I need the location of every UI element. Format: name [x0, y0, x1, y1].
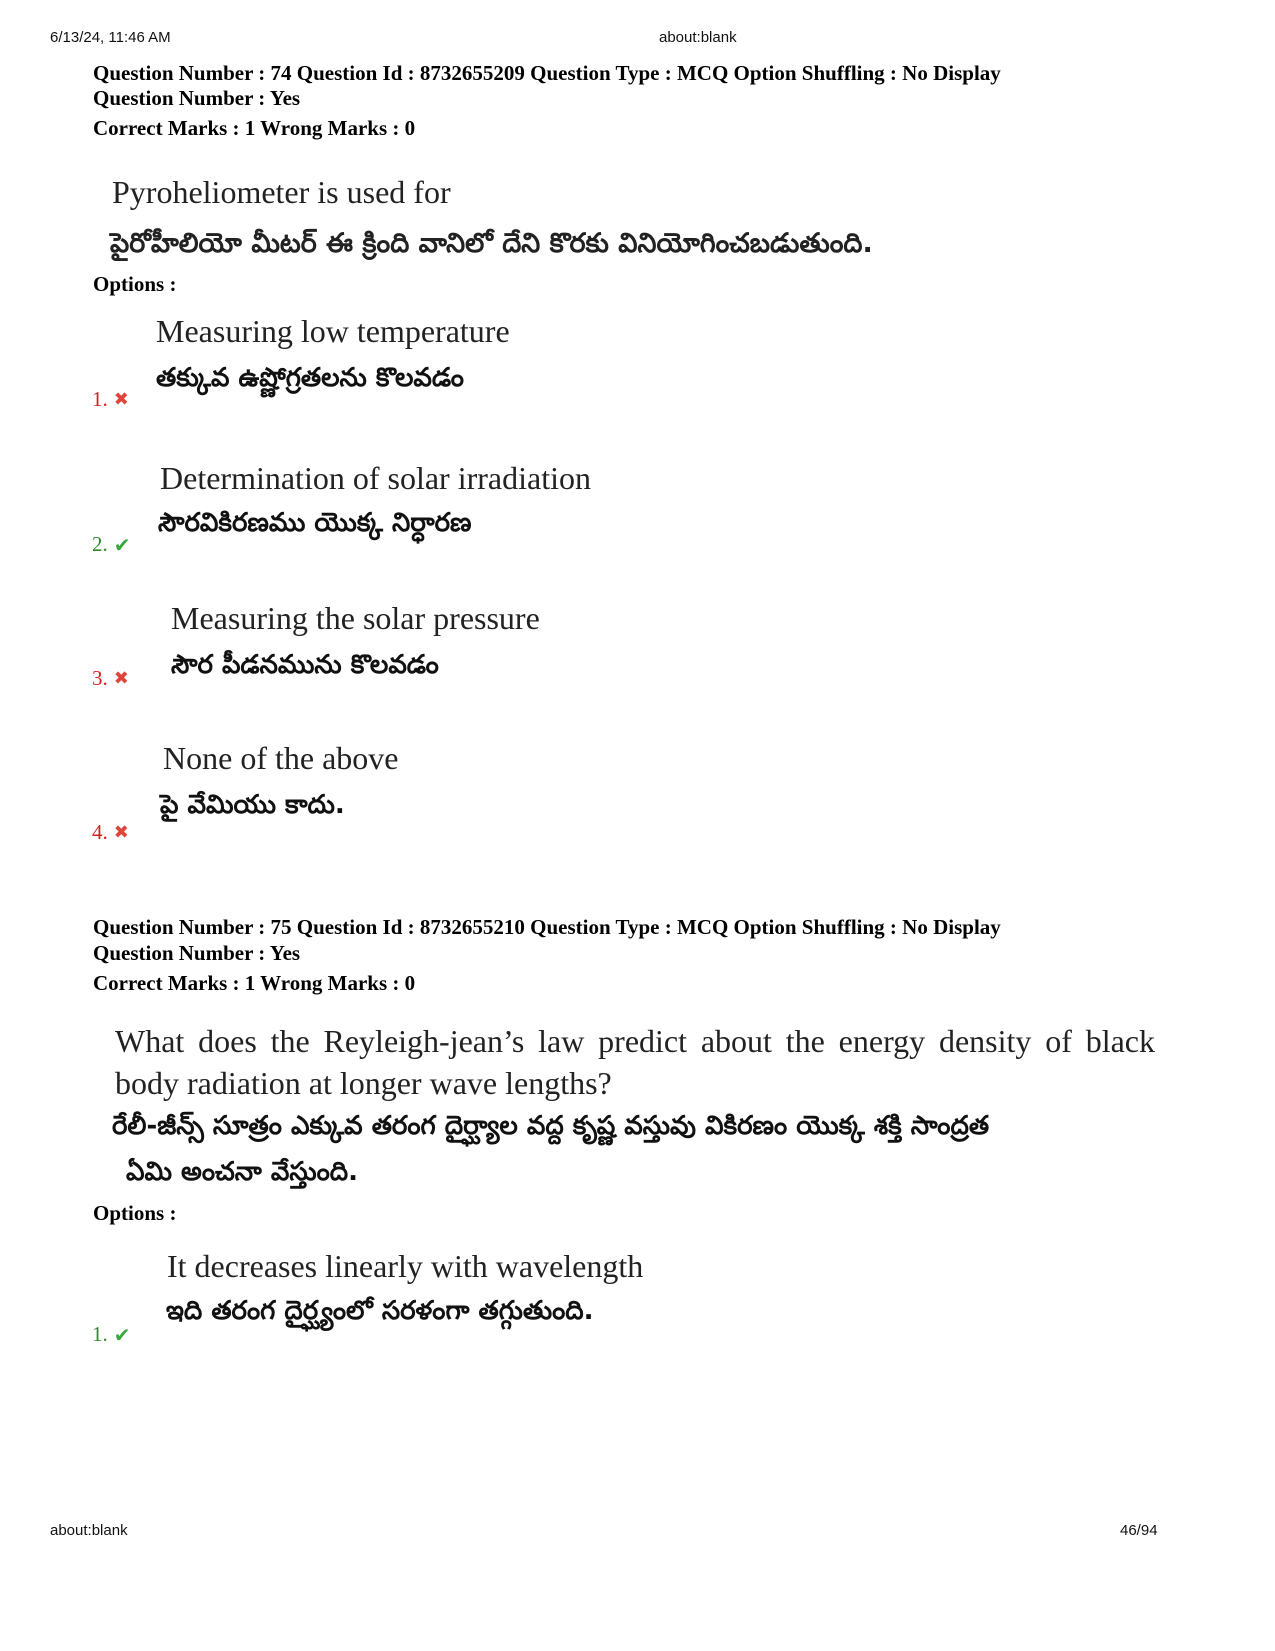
q75-question-en: What does the Reyleigh-jean’s law predict about the energy density of black body radiation at longer wave lengths?	[115, 1023, 1155, 1101]
q74-option-1-number	[92, 387, 129, 412]
q74-question-en: Pyroheliometer is used for	[112, 174, 451, 210]
q74-meta-line2: Question Number : Yes	[93, 86, 301, 110]
q75-question-te	[112, 1103, 1152, 1195]
q74-question-te: పైరోహీలియో మీటర్ ఈ క్రింది వానిలో దేని కొరకు వినియోగించబడుతుంది.	[110, 228, 873, 259]
check-icon: ✔	[113, 532, 131, 557]
option-number: 4.	[92, 820, 108, 844]
q75-question-te-line2: ఏమి అంచనా వేస్తుంది.	[126, 1157, 359, 1187]
option-number: 1.	[92, 1322, 108, 1346]
print-datetime: 6/13/24, 11:46 AM	[50, 29, 171, 46]
cross-icon: ✖	[113, 822, 129, 843]
print-title: about:blank	[659, 29, 737, 46]
q74-option-1-en: Measuring low temperature	[156, 313, 510, 349]
q74-meta-line1: Question Number : 74 Question Id : 8732655209 Question Type : MCQ Option Shuffling : No Display	[93, 61, 1001, 85]
q74-option-2-number	[92, 532, 131, 557]
q74-option-4-te: పై వేమియు కాదు.	[160, 790, 345, 820]
option-number: 2.	[92, 532, 108, 556]
q74-option-3-en: Measuring the solar pressure	[171, 600, 540, 636]
q74-option-1-te: తక్కువ ఉష్ణోగ్రతలను కొలవడం	[156, 363, 464, 393]
cross-icon: ✖	[113, 668, 129, 689]
q74-marks: Correct Marks : 1 Wrong Marks : 0	[93, 116, 416, 140]
check-icon: ✔	[113, 1322, 131, 1347]
print-page-number: 46/94	[1120, 1522, 1158, 1539]
q74-option-2-te: సౌరవికిరణము యొక్క నిర్ధారణ	[158, 508, 472, 538]
print-footer-url: about:blank	[50, 1522, 128, 1539]
q75-marks: Correct Marks : 1 Wrong Marks : 0	[93, 971, 416, 995]
q74-option-2-en: Determination of solar irradiation	[160, 460, 591, 496]
q75-option-1-number	[92, 1322, 131, 1347]
q74-options-label: Options :	[93, 272, 177, 296]
q74-option-4-number	[92, 820, 129, 845]
q74-option-3-number	[92, 666, 129, 691]
option-number: 3.	[92, 666, 108, 690]
q75-meta-line2: Question Number : Yes	[93, 941, 301, 965]
q75-meta-line1: Question Number : 75 Question Id : 8732655210 Question Type : MCQ Option Shuffling : No Display	[93, 915, 1001, 939]
cross-icon: ✖	[113, 389, 129, 410]
q75-option-1-en: It decreases linearly with wavelength	[167, 1248, 644, 1284]
q74-option-4-en: None of the above	[163, 740, 399, 776]
q75-options-label: Options :	[93, 1201, 177, 1225]
q75-option-1-te: ఇది తరంగ దైర్ఘ్యంలో సరళంగా తగ్గుతుంది.	[166, 1296, 594, 1326]
q74-option-3-te: సౌర పీడనమును కొలవడం	[171, 650, 439, 680]
q75-question-te-line1: రేలీ-జీన్స్ సూత్రం ఎక్కువ తరంగ దైర్ఘ్యాల వద్ద కృష్ణ వస్తువు వికిరణం యొక్క శక్తి సాంద్రత	[112, 1111, 990, 1141]
option-number: 1.	[92, 387, 108, 411]
